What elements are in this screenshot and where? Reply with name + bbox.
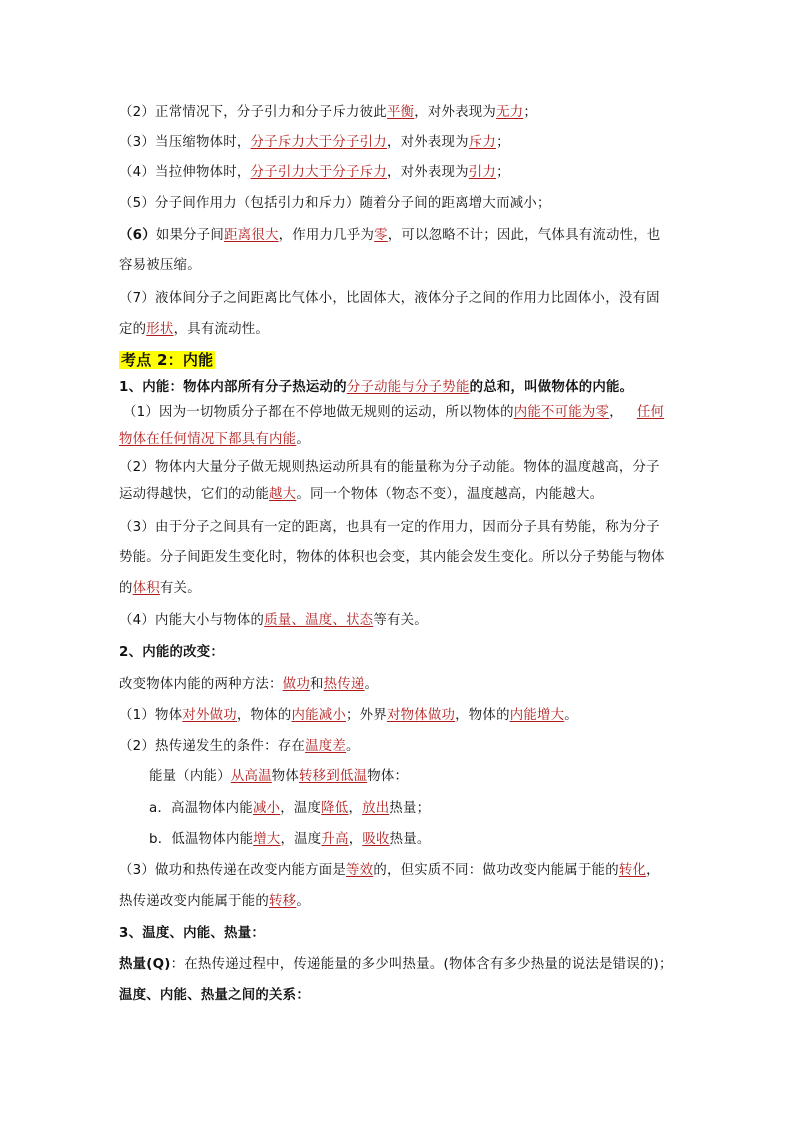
- text: （1）物体: [119, 708, 183, 723]
- text: （2）热传递发生的条件：存在: [119, 739, 306, 754]
- paragraph-1-3c: [119, 580, 201, 598]
- paragraph-2-3b: [119, 893, 310, 911]
- paragraph-1: [119, 379, 633, 397]
- paragraph-2-2c: [149, 831, 431, 849]
- paragraph-s1-2: [119, 104, 537, 122]
- text: ，温度: [280, 801, 322, 816]
- paragraph-1-1a: [123, 404, 664, 422]
- answer-underline: 距离很大: [224, 228, 279, 243]
- answer-underline: 降低: [321, 801, 349, 816]
- text: ，物体的: [455, 708, 510, 723]
- text: 的: [119, 581, 133, 596]
- text: 热量；: [389, 801, 431, 816]
- text: ，具有流动性。: [173, 322, 270, 337]
- answer-underline: 热传递: [323, 677, 365, 692]
- text: 。: [364, 677, 379, 692]
- paragraph-2-2b: [149, 800, 430, 818]
- text: （4）当拉伸物体时，: [119, 165, 251, 180]
- text: 物体: [271, 769, 300, 784]
- paragraph-1-2b: [119, 486, 603, 504]
- text: ，对外表现为: [386, 165, 469, 180]
- paragraph-2-2a: [149, 768, 408, 786]
- section-heading: [119, 351, 215, 371]
- answer-underline: 任何: [636, 405, 665, 420]
- text: 能量（内能）: [149, 769, 231, 784]
- text: 运动得越快，它们的动能: [119, 487, 270, 502]
- answer-underline: 斥力: [468, 135, 497, 150]
- text: （6）: [119, 228, 156, 243]
- answer-underline: 越大: [269, 487, 297, 502]
- answer-underline: 对物体做功: [386, 708, 456, 723]
- answer-underline: 温度差: [305, 739, 347, 754]
- text: 改变物体内能的两种方法：: [119, 677, 283, 692]
- text: ，对外表现为: [414, 105, 497, 120]
- text: 物体：: [367, 769, 409, 784]
- text: ，对外表现为: [386, 135, 469, 150]
- text: ，作用力几乎为: [278, 228, 375, 243]
- paragraph-3-1: [119, 956, 673, 974]
- text: ，: [646, 863, 660, 878]
- answer-underline: 无力: [496, 105, 524, 120]
- text: 定的: [119, 322, 147, 337]
- paragraph-1-3b: 势能。分子间距发生变化时，物体的体积也会变，其内能会发生变化。所以分子势能与物体: [119, 550, 665, 565]
- text: （4）内能大小与物体的: [119, 613, 265, 628]
- paragraph-s1-6b: 容易被压缩。: [119, 258, 201, 273]
- term: 热量(Q): [119, 957, 171, 972]
- answer-underline: 转移: [269, 894, 297, 909]
- paragraph-3-heading: 3、温度、内能、热量：: [119, 926, 265, 941]
- text: ；: [523, 105, 537, 120]
- paragraph-s1-3: [119, 134, 510, 152]
- text: 。: [564, 708, 578, 723]
- text: 的，但实质不同：做功改变内能属于能的: [373, 863, 619, 878]
- answer-underline: 形状: [146, 322, 174, 337]
- text: 。: [296, 432, 310, 447]
- text: （3）当压缩物体时，: [119, 135, 251, 150]
- text: ，可以忽略不计；因此，气体具有流动性，也: [387, 228, 661, 243]
- paragraph-2-3a: [119, 862, 660, 880]
- answer-underline: 内能不可能为零: [513, 405, 610, 420]
- text: a．高温物体内能: [149, 801, 253, 816]
- answer-underline: 转化: [618, 863, 647, 878]
- text: ，: [348, 832, 363, 847]
- paragraph-2-heading: 2、内能的改变：: [119, 645, 225, 660]
- answer-underline: 分子斥力大于分子引力: [250, 135, 387, 150]
- text: （3）做功和热传递在改变内能方面是: [119, 863, 347, 878]
- text: 有关。: [159, 581, 201, 596]
- paragraph-1-4: [119, 612, 428, 630]
- text: ；: [496, 135, 510, 150]
- paragraph-s1-5: （5）分子间作用力（包括引力和斥力）随着分子间的距离增大而减小；: [119, 196, 551, 211]
- paragraph-2-1: [119, 707, 578, 725]
- text: 。: [296, 894, 310, 909]
- text: 的总和，叫做物体的内能。: [469, 380, 634, 395]
- text: 和: [309, 677, 324, 692]
- answer-underline: 从高温: [230, 769, 272, 784]
- answer-underline: 增大: [253, 832, 281, 847]
- answer-underline: 对外做功: [182, 708, 237, 723]
- answer-underline: 质量、温度、状态: [264, 613, 374, 628]
- text: ，温度: [280, 832, 322, 847]
- text: ，: [348, 801, 363, 816]
- paragraph-s1-4: [119, 164, 510, 182]
- paragraph-2-0: [119, 676, 378, 694]
- text: 热传递改变内能属于能的: [119, 894, 270, 909]
- text: ；外界: [346, 708, 387, 723]
- text: （1）因为一切物质分子都在不停地做无规则的运动，所以物体的: [123, 405, 514, 420]
- answer-underline: 内能增大: [509, 708, 565, 723]
- text: ，: [609, 405, 623, 420]
- answer-underline: 减小: [252, 801, 281, 816]
- paragraph-s1-6a: [119, 227, 661, 245]
- answer-underline: 分子动能与分子势能: [346, 380, 470, 395]
- paragraph-1-3a: （3）由于分子之间具有一定的距离，也具有一定的作用力，因而分子具有势能，称为分子: [119, 520, 660, 535]
- paragraph-1-1b: [119, 431, 310, 449]
- text: 热量。: [389, 832, 431, 847]
- text: 等有关。: [373, 613, 428, 628]
- answer-underline: 分子引力大于分子斥力: [250, 165, 387, 180]
- paragraph-s1-7a: （7）液体间分子之间距离比气体小，比固体大，液体分子之间的作用力比固体小，没有固: [119, 291, 660, 306]
- paragraph-3-2: 温度、内能、热量之间的关系：: [119, 988, 310, 1003]
- answer-underline: 内能减小: [291, 708, 347, 723]
- heading-highlight: 考点 2：内能: [121, 351, 214, 369]
- text: 1、内能：物体内部所有分子热运动的: [119, 380, 347, 395]
- text: b．低温物体内能: [149, 832, 254, 847]
- paragraph-2-2: [119, 738, 360, 756]
- text: （2）正常情况下，分子引力和分子斥力彼此: [119, 105, 387, 120]
- text: ，物体的: [236, 708, 292, 723]
- text: 。: [346, 739, 360, 754]
- answer-underline: 平衡: [386, 105, 415, 120]
- paragraph-s1-7b: [119, 321, 269, 339]
- answer-underline: 体积: [132, 581, 160, 596]
- text: ：在热传递过程中，传递能量的多少叫热量。(物体含有多少热量的说法是错误的)；: [170, 957, 673, 972]
- answer-underline: 放出: [362, 801, 390, 816]
- answer-underline: 吸收: [362, 832, 390, 847]
- text: ；: [496, 165, 510, 180]
- answer-underline: 物体在任何情况下都具有内能: [119, 432, 297, 447]
- answer-underline: 引力: [468, 165, 497, 180]
- answer-underline: 升高: [321, 832, 349, 847]
- answer-underline: 零: [374, 228, 388, 243]
- text: 。同一个物体（物态不变），温度越高，内能越大。: [296, 487, 604, 502]
- answer-underline: 等效: [346, 863, 374, 878]
- text: 如果分子间: [155, 228, 225, 243]
- paragraph-1-2a: （2）物体内大量分子做无规则热运动所具有的能量称为分子动能。物体的温度越高，分子: [119, 460, 660, 475]
- answer-underline: 做功: [282, 677, 310, 692]
- answer-underline: 转移到低温: [299, 769, 368, 784]
